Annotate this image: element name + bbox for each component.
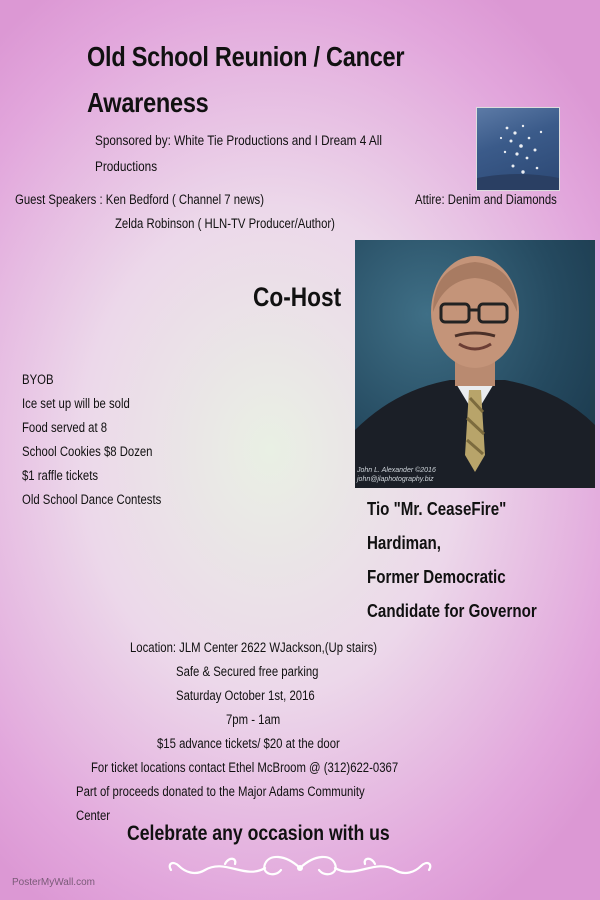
proceeds-text [76, 780, 456, 828]
sponsor-line: Productions [95, 158, 158, 174]
cohost-name-line: Candidate for Governor [367, 601, 537, 621]
amenity-item: Food served at 8 [22, 420, 108, 435]
photo-watermark: John L. Alexander ©2016 [357, 467, 436, 474]
portrait-illustration [355, 240, 595, 488]
sponsor-text [95, 127, 465, 179]
postermywall-watermark: PosterMyWall.com [12, 877, 95, 888]
contact-text: For ticket locations contact Ethel McBroom @ (312)622-0367 [91, 760, 399, 775]
proceeds-line: Part of proceeds donated to the Major Adams Community [76, 784, 365, 799]
date-text: Saturday October 1st, 2016 [176, 688, 315, 703]
location-text: Location: JLM Center 2622 WJackson,(Up stairs) [130, 640, 378, 655]
cohost-name-line: Former Democratic [367, 567, 506, 587]
proceeds-line: Center [76, 808, 111, 823]
amenities-list [22, 368, 188, 512]
amenity-item: School Cookies $8 Dozen [22, 444, 153, 459]
sponsor-line: Sponsored by: White Tie Productions and I Dream 4 All [95, 132, 382, 148]
tickets-text: $15 advance tickets/ $20 at the door [157, 736, 340, 751]
poster-title [87, 34, 404, 126]
attire-text: Attire: Denim and Diamonds [415, 192, 557, 207]
flourish-ornament-icon [165, 850, 435, 886]
cohost-name-line: Hardiman, [367, 533, 441, 553]
time-text: 7pm - 1am [226, 712, 281, 727]
guest-speakers-line: Guest Speakers : Ken Bedford ( Channel 7 news) [15, 192, 264, 207]
title-line: Awareness [87, 87, 209, 118]
guest-speakers-line: Zelda Robinson ( HLN-TV Producer/Author) [115, 216, 335, 231]
celebrate-tagline: Celebrate any occasion with us [127, 822, 390, 845]
denim-pattern [477, 108, 559, 190]
amenity-item: Old School Dance Contests [22, 492, 162, 507]
cohost-name-line: Tio "Mr. CeaseFire" [367, 499, 507, 519]
amenity-item: BYOB [22, 372, 54, 387]
parking-text: Safe & Secured free parking [176, 664, 319, 679]
amenity-item: $1 raffle tickets [22, 468, 99, 483]
cohost-heading: Co-Host [253, 282, 342, 312]
title-line: Old School Reunion / Cancer [87, 41, 405, 72]
amenity-item: Ice set up will be sold [22, 396, 130, 411]
cohost-photo [355, 240, 595, 488]
cohost-name [367, 492, 569, 628]
photo-watermark: john@jlaphotography.biz [357, 476, 434, 483]
denim-diamonds-image [476, 107, 560, 191]
